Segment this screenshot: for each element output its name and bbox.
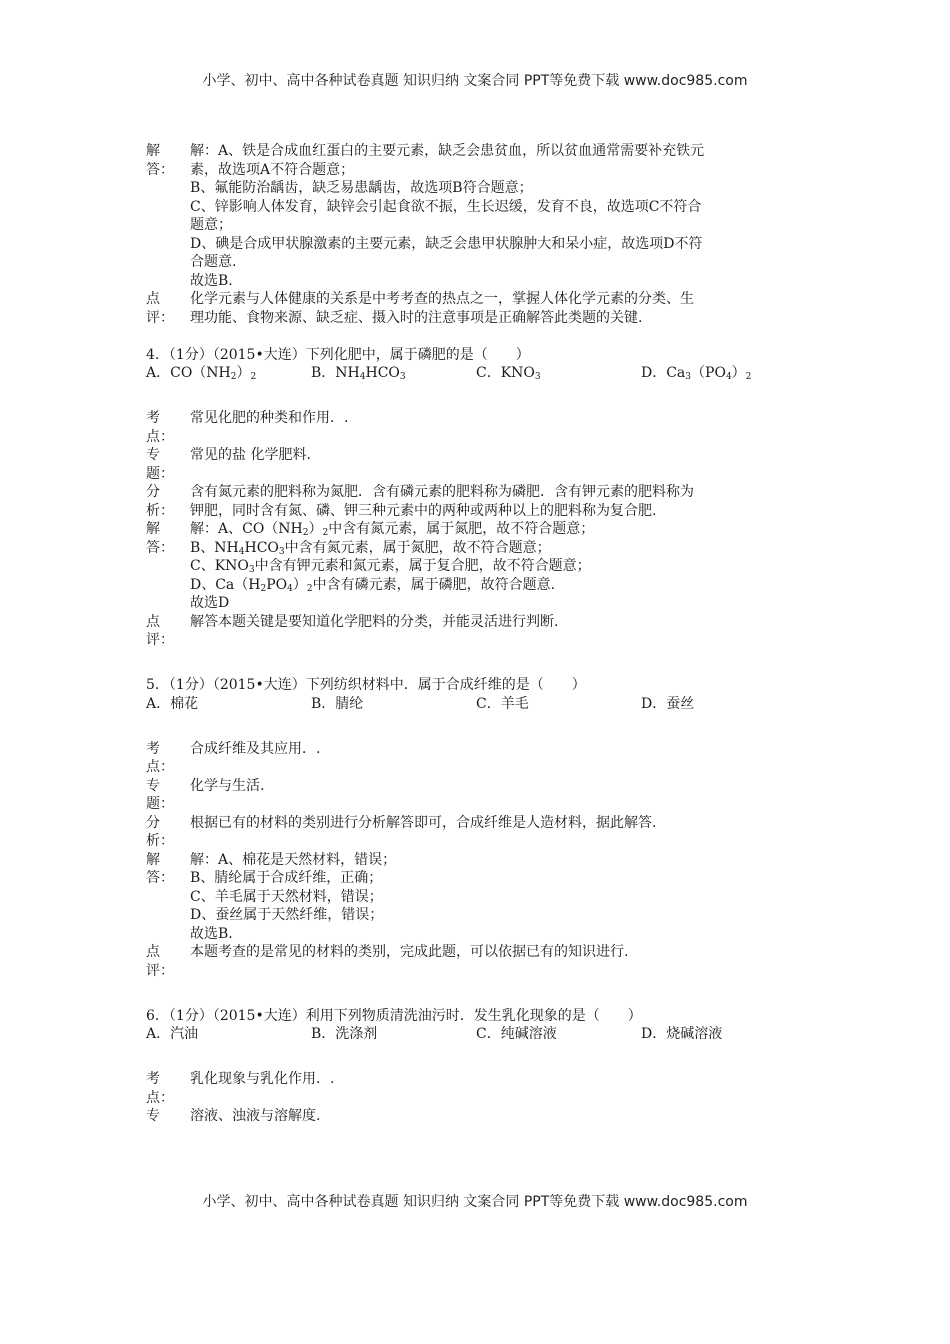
label-comment	[146, 613, 190, 650]
fenxi-line: 钾肥，同时含有氮、磷、钾三种元素中的两种或两种以上的肥料称为复合肥.	[190, 502, 657, 519]
label-kaodian	[146, 740, 190, 777]
label-text: 考	[146, 410, 160, 426]
answer-line: 解：A、棉花是天然材料，错误；	[190, 851, 397, 868]
q5-question: 5．（1分）（2015•大连）下列纺织材料中．属于合成纤维的是（ ）	[146, 677, 586, 693]
label-zhuanti	[146, 1107, 190, 1126]
q6-zhuanti-block	[146, 1107, 811, 1126]
label-text: 分	[146, 484, 160, 500]
label-text: 点	[146, 944, 160, 960]
page-footer: 小学、初中、高中各种试卷真题 知识归纳 文案合同 PPT等免费下载 www.doc985.com	[202, 1194, 748, 1210]
answer-line: 故选D	[190, 595, 230, 611]
q5-comment-block	[146, 943, 811, 980]
answer-line: 题意；	[190, 217, 232, 233]
label-text: 答：	[146, 161, 174, 178]
answer-line: C、$KNO_3$中含有钾元素和氮元素，属于复合肥，故不符合题意；	[190, 558, 591, 575]
q4-question: 4．（1分）（2015•大连）下列化肥中，属于磷肥的是（ ）	[146, 346, 530, 363]
answer-line: 解：A、$CO(NH_2)_2$中含有氮元素，属于氮肥，故不符合题意；	[190, 521, 595, 538]
q6-option-c: C．纯碱溶液	[476, 1026, 557, 1042]
label-text: 考	[146, 1071, 160, 1087]
page-header: 小学、初中、高中各种试卷真题 知识归纳 文案合同 PPT等免费下载 www.doc985.com	[202, 73, 748, 89]
label-text: 析：	[146, 502, 174, 519]
answer-line: 合题意.	[190, 254, 237, 270]
label-text: 点：	[146, 759, 174, 775]
label-text: 解	[146, 143, 160, 159]
q4-option-b: B．$NH_4HCO_3$	[311, 365, 406, 382]
label-text: 解	[146, 851, 160, 868]
label-text: 点：	[146, 1089, 174, 1106]
q6-option-b: B．洗涤剂	[311, 1026, 378, 1042]
label-comment	[146, 943, 190, 980]
answer-line: D、蚕丝属于天然纤维，错误；	[190, 907, 384, 923]
q6-option-d: D．烧碱溶液	[641, 1026, 723, 1042]
label-comment	[146, 290, 190, 327]
q5-option-d: D．蚕丝	[641, 695, 695, 712]
q4-comment-block	[146, 613, 811, 650]
q5-answer-block	[146, 851, 811, 944]
q3-answer-block	[146, 142, 811, 290]
q5-option-b: B．腈纶	[311, 695, 364, 712]
label-text: 评：	[146, 632, 174, 648]
answer-line: 素，故选项A不符合题意；	[190, 161, 355, 178]
q3-comment-block	[146, 290, 811, 327]
label-text: 解	[146, 521, 160, 537]
q6-question: 6．（1分）（2015•大连）利用下列物质清洗油污时．发生乳化现象的是（ ）	[146, 1007, 642, 1024]
q6-kaodian-block	[146, 1070, 811, 1107]
label-kaodian	[146, 1070, 190, 1107]
q5-options	[146, 695, 811, 714]
label-text: 专	[146, 1108, 160, 1124]
label-text: 析：	[146, 833, 174, 849]
label-answer	[146, 142, 190, 290]
label-kaodian	[146, 409, 190, 446]
label-text: 专	[146, 447, 160, 463]
q5-kaodian-block	[146, 740, 811, 777]
zhuanti-text: 化学与生活.	[190, 777, 265, 794]
comment-line: 本题考查的是常见的材料的类别，完成此题，可以依据已有的知识进行.	[190, 944, 629, 960]
q4-zhuanti-block	[146, 446, 811, 483]
q4-option-c: C．$KNO_3$	[476, 365, 541, 382]
q4-option-a: A．$CO(NH_2)_2$	[146, 365, 257, 382]
kaodian-text: 常见化肥的种类和作用．.	[190, 410, 349, 426]
fenxi-line: 含有氮元素的肥料称为氮肥．含有磷元素的肥料称为磷肥．含有钾元素的肥料称为	[190, 484, 694, 500]
document-content	[146, 142, 811, 1126]
label-fenxi	[146, 814, 190, 851]
answer-line: 解：A、铁是合成血红蛋白的主要元素，缺乏会患贫血，所以贫血通常需要补充铁元	[190, 143, 705, 159]
label-text: 点	[146, 291, 160, 307]
label-answer	[146, 520, 190, 613]
label-zhuanti	[146, 777, 190, 814]
label-text: 答：	[146, 539, 174, 556]
q6-options	[146, 1025, 811, 1044]
zhuanti-text: 常见的盐 化学肥料.	[190, 447, 311, 463]
q4-fenxi-block	[146, 483, 811, 520]
fenxi-line: 根据已有的材料的类别进行分析解答即可，合成纤维是人造材料，据此解答.	[190, 814, 657, 831]
q4-kaodian-block	[146, 409, 811, 446]
answer-line: 故选B.	[190, 272, 233, 289]
label-text: 答：	[146, 870, 174, 886]
label-text: 专	[146, 777, 160, 794]
q5-option-a: A．棉花	[146, 695, 199, 712]
label-text: 考	[146, 740, 160, 757]
label-zhuanti	[146, 446, 190, 483]
answer-line: C、锌影响人体发育，缺锌会引起食欲不振，生长迟缓，发育不良，故选项C不符合	[190, 198, 702, 215]
label-text: 分	[146, 814, 160, 831]
label-text: 点	[146, 613, 160, 630]
q5-fenxi-block	[146, 814, 811, 851]
label-text: 点：	[146, 428, 174, 445]
zhuanti-text: 溶液、浊液与溶解度.	[190, 1108, 321, 1124]
answer-line: B、腈纶属于合成纤维，正确；	[190, 870, 383, 886]
answer-line: 故选B.	[190, 925, 233, 942]
kaodian-text: 乳化现象与乳化作用．.	[190, 1071, 335, 1087]
label-text: 评：	[146, 962, 174, 979]
q4-option-d: D．$Ca_3(PO_4)_2$	[641, 365, 752, 382]
q5-option-c: C．羊毛	[476, 695, 529, 712]
label-answer	[146, 851, 190, 944]
answer-line: B、$NH_4HCO_3$中含有氮元素，属于氮肥，故不符合题意；	[190, 539, 551, 557]
label-text: 评：	[146, 309, 174, 326]
answer-line: C、羊毛属于天然材料，错误；	[190, 888, 383, 905]
q4-options	[146, 364, 811, 383]
comment-line: 解答本题关键是要知道化学肥料的分类，并能灵活进行判断.	[190, 613, 559, 630]
q6-option-a: A．汽油	[146, 1026, 199, 1042]
answer-line: D、碘是合成甲状腺激素的主要元素，缺乏会患甲状腺肿大和呆小症，故选项D不符	[190, 235, 703, 252]
kaodian-text: 合成纤维及其应用．.	[190, 740, 321, 757]
label-text: 题：	[146, 465, 174, 482]
label-fenxi	[146, 483, 190, 520]
label-text: 题：	[146, 796, 174, 812]
answer-line: D、$Ca(H_2PO_4)_2$中含有磷元素，属于磷肥，故符合题意.	[190, 576, 556, 594]
q5-zhuanti-block	[146, 777, 811, 814]
comment-line: 化学元素与人体健康的关系是中考考查的热点之一，掌握人体化学元素的分类、生	[190, 291, 694, 307]
q4-answer-block	[146, 520, 811, 613]
comment-line: 理功能、食物来源、缺乏症、摄入时的注意事项是正确解答此类题的关键.	[190, 309, 643, 326]
answer-line: B、氟能防治龋齿，缺乏易患龋齿，故选项B符合题意；	[190, 180, 533, 196]
